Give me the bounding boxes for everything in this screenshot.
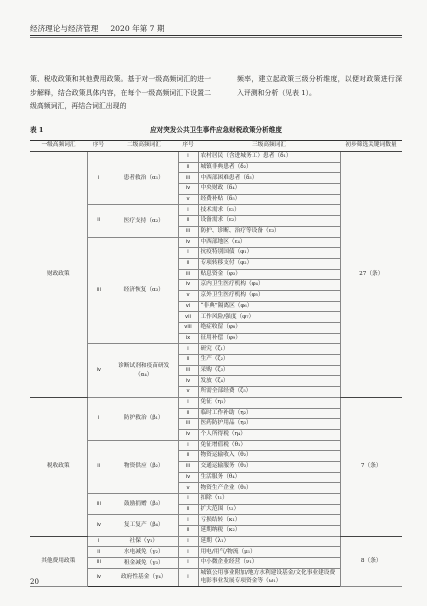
- level3-num-cell: ii: [178, 504, 198, 515]
- level3-num-cell: vi: [178, 301, 198, 312]
- body-text-left: 策、税收政策和其他费用政策。基于对一级高频词汇的进一步解释，结合政策具体内容，在每个一级高频词汇下设置二级高频词汇，再结合词汇出现的: [30, 75, 211, 111]
- level3-num-cell: iii: [178, 226, 198, 237]
- level2-num-cell: iv: [87, 568, 110, 586]
- level3-num-cell: v: [178, 387, 198, 398]
- level3-cell: 中小微企业经营（ν₁）: [198, 558, 340, 569]
- level3-num-cell: iii: [178, 269, 198, 280]
- level3-num-cell: i: [178, 568, 198, 586]
- level3-num-cell: iv: [178, 472, 198, 483]
- issue-label: 2020 年第 7 期: [110, 24, 165, 33]
- level1-cell: 税收政策: [30, 397, 87, 536]
- level3-num-cell: ii: [178, 451, 198, 462]
- level3-num-cell: i: [178, 558, 198, 569]
- header-level2: 二级高频词汇: [110, 141, 178, 152]
- table-row: [30, 152, 402, 163]
- level3-num-cell: i: [178, 248, 198, 259]
- level3-cell: 采购（ζ₃）: [198, 365, 340, 376]
- level2-num-cell: iv: [87, 515, 110, 536]
- level2-cell: 诊断试剂和疫苗研发（α₄）: [110, 344, 178, 397]
- level3-num-cell: iv: [178, 184, 198, 195]
- level2-cell: 租金减免（γ₃）: [110, 558, 178, 569]
- level3-cell: 亏损结转（κ₁）: [198, 515, 340, 526]
- level1-cell: 财政政策: [30, 152, 87, 398]
- level3-num-cell: ii: [178, 258, 198, 269]
- level3-num-cell: ii: [178, 216, 198, 227]
- level2-num-cell: ii: [87, 205, 110, 237]
- level3-cell: 医药防护用品（η₃）: [198, 419, 340, 430]
- level3-cell: 京外卫生医疗机构（φ₅）: [198, 290, 340, 301]
- table-row: [30, 397, 402, 408]
- table-row: [30, 536, 402, 547]
- level2-cell: 经济恢复（α₃）: [110, 237, 178, 344]
- running-header: [30, 23, 402, 34]
- keyword-count-cell: 27（条）: [340, 152, 402, 398]
- table-header-row: [30, 141, 402, 152]
- level3-cell: 生产（ζ₂）: [198, 355, 340, 366]
- level1-cell: 其他费用政策: [30, 536, 87, 586]
- level3-num-cell: ii: [178, 526, 198, 537]
- level3-cell: 贴息资金（φ₃）: [198, 269, 340, 280]
- level3-num-cell: i: [178, 205, 198, 216]
- level2-num-cell: iii: [87, 558, 110, 569]
- level3-cell: 物资生产企业（θ₅）: [198, 483, 340, 494]
- table-caption: [30, 124, 402, 136]
- level3-num-cell: i: [178, 344, 198, 355]
- level3-num-cell: ii: [178, 408, 198, 419]
- table-title: 应对突发公共卫生事件应急财税政策分析维度: [150, 126, 282, 134]
- page-number: 20: [30, 578, 39, 586]
- level3-cell: 设备需求（ε₂）: [198, 216, 340, 227]
- level3-num-cell: i: [178, 547, 198, 558]
- level3-cell: 研究（ζ₁）: [198, 344, 340, 355]
- level3-cell: 所需全部经费（ζ₅）: [198, 387, 340, 398]
- level3-cell: 临时工作补助（η₂）: [198, 408, 340, 419]
- level3-cell: 技术需求（ε₁）: [198, 205, 340, 216]
- level2-num-cell: iv: [87, 344, 110, 397]
- level2-cell: 防护救治（β₁）: [110, 397, 178, 440]
- level3-cell: 生活服务（θ₄）: [198, 472, 340, 483]
- header-level1: 一级高频词汇: [30, 141, 87, 152]
- level3-cell: 延期（λ₁）: [198, 536, 340, 547]
- level3-num-cell: i: [178, 536, 198, 547]
- level3-num-cell: viii: [178, 323, 198, 334]
- level3-num-cell: ix: [178, 333, 198, 344]
- level3-cell: 中西部地区（ε₄）: [198, 237, 340, 248]
- level2-num-cell: i: [87, 152, 110, 205]
- level3-cell: 交通运输服务（θ₃）: [198, 461, 340, 472]
- level3-num-cell: iii: [178, 461, 198, 472]
- level3-cell: 城镇公用事业附加/地方水利建设基金/文化事业建设费电影事业发展专项资金等（ω₁）: [198, 568, 340, 586]
- level3-num-cell: v: [178, 290, 198, 301]
- header-level3: 三级高频词汇: [198, 141, 340, 152]
- level3-cell: 京内卫生医疗机构（φ₄）: [198, 280, 340, 291]
- level2-cell: 患者救治（α₁）: [110, 152, 178, 205]
- level3-num-cell: iii: [178, 173, 198, 184]
- keyword-count-cell: 8（条）: [340, 536, 402, 586]
- level2-cell: 鼓励捐赠（β₃）: [110, 494, 178, 515]
- level3-cell: 物资运输收入（θ₂）: [198, 451, 340, 462]
- level3-cell: 用电/用气/物流（μ₁）: [198, 547, 340, 558]
- level3-num-cell: i: [178, 440, 198, 451]
- level3-cell: 扣除（ι₁）: [198, 494, 340, 505]
- level3-num-cell: i: [178, 515, 198, 526]
- header-num2: 序号: [178, 141, 198, 152]
- level2-cell: 物资供应（β₂）: [110, 440, 178, 493]
- header-num1: 序号: [87, 141, 110, 152]
- level3-num-cell: v: [178, 194, 198, 205]
- level3-num-cell: i: [178, 494, 198, 505]
- table-body: [30, 152, 402, 587]
- level2-num-cell: iii: [87, 237, 110, 344]
- level3-cell: 征用补偿（φ₉）: [198, 333, 340, 344]
- level3-cell: 个人所得税（η₄）: [198, 429, 340, 440]
- level3-cell: “非典”隔离区（φ₆）: [198, 301, 340, 312]
- table-number: 表 1: [30, 126, 44, 134]
- level3-cell: 防护、诊断、治疗等设备（ε₃）: [198, 226, 340, 237]
- level2-num-cell: ii: [87, 440, 110, 493]
- level3-cell: 扩大范围（ι₂）: [198, 504, 340, 515]
- level3-num-cell: ii: [178, 162, 198, 173]
- keyword-count-cell: 7（条）: [340, 397, 402, 536]
- level2-cell: 水电减免（γ₂）: [110, 547, 178, 558]
- level3-cell: 中央财政（δ₄）: [198, 184, 340, 195]
- level3-cell: 工作风险/强度（φ₇）: [198, 312, 340, 323]
- level3-cell: 延期纳税（κ₂）: [198, 526, 340, 537]
- level2-cell: 政府性基金（γ₄）: [110, 568, 178, 586]
- level3-cell: 抗疫特别国债（φ₁）: [198, 248, 340, 259]
- level2-cell: 医疗支持（α₂）: [110, 205, 178, 237]
- policy-dimension-table: [30, 140, 402, 587]
- level3-cell: 免征增值税（θ₁）: [198, 440, 340, 451]
- level2-cell: 复工复产（β₄）: [110, 515, 178, 536]
- level3-num-cell: iv: [178, 280, 198, 291]
- level3-cell: 中西部困难患者（δ₃）: [198, 173, 340, 184]
- header-rule: [30, 35, 402, 36]
- level3-num-cell: ii: [178, 355, 198, 366]
- level3-cell: 农村居民（含进城务工）患者（δ₁）: [198, 152, 340, 163]
- level3-num-cell: iii: [178, 419, 198, 430]
- header-rule-thin: [30, 37, 402, 38]
- level2-num-cell: i: [87, 397, 110, 440]
- level3-cell: 绝症收留（φ₈）: [198, 323, 340, 334]
- level3-num-cell: iii: [178, 365, 198, 376]
- level3-num-cell: vii: [178, 312, 198, 323]
- level3-cell: 免征（η₁）: [198, 397, 340, 408]
- level2-num-cell: iii: [87, 494, 110, 515]
- level3-num-cell: v: [178, 483, 198, 494]
- level3-cell: 经费补贴（δ₅）: [198, 194, 340, 205]
- level3-num-cell: iv: [178, 376, 198, 387]
- level3-cell: 发放（ζ₄）: [198, 376, 340, 387]
- level3-num-cell: i: [178, 397, 198, 408]
- level3-num-cell: iv: [178, 237, 198, 248]
- level3-cell: 专项转移支付（φ₂）: [198, 258, 340, 269]
- level2-num-cell: ii: [87, 547, 110, 558]
- header-count: 初步筛选关键词数量: [340, 141, 402, 152]
- level2-num-cell: i: [87, 536, 110, 547]
- journal-name: 经济理论与经济管理: [30, 24, 99, 33]
- body-text-right: 频率，建立起政策三级分析维度，以便对政策进行深入评测和分析（见表 1）。: [237, 75, 402, 97]
- level3-cell: 城镇非典患者（δ₂）: [198, 162, 340, 173]
- level2-cell: 社保（γ₁）: [110, 536, 178, 547]
- level3-num-cell: iv: [178, 429, 198, 440]
- level3-num-cell: i: [178, 152, 198, 163]
